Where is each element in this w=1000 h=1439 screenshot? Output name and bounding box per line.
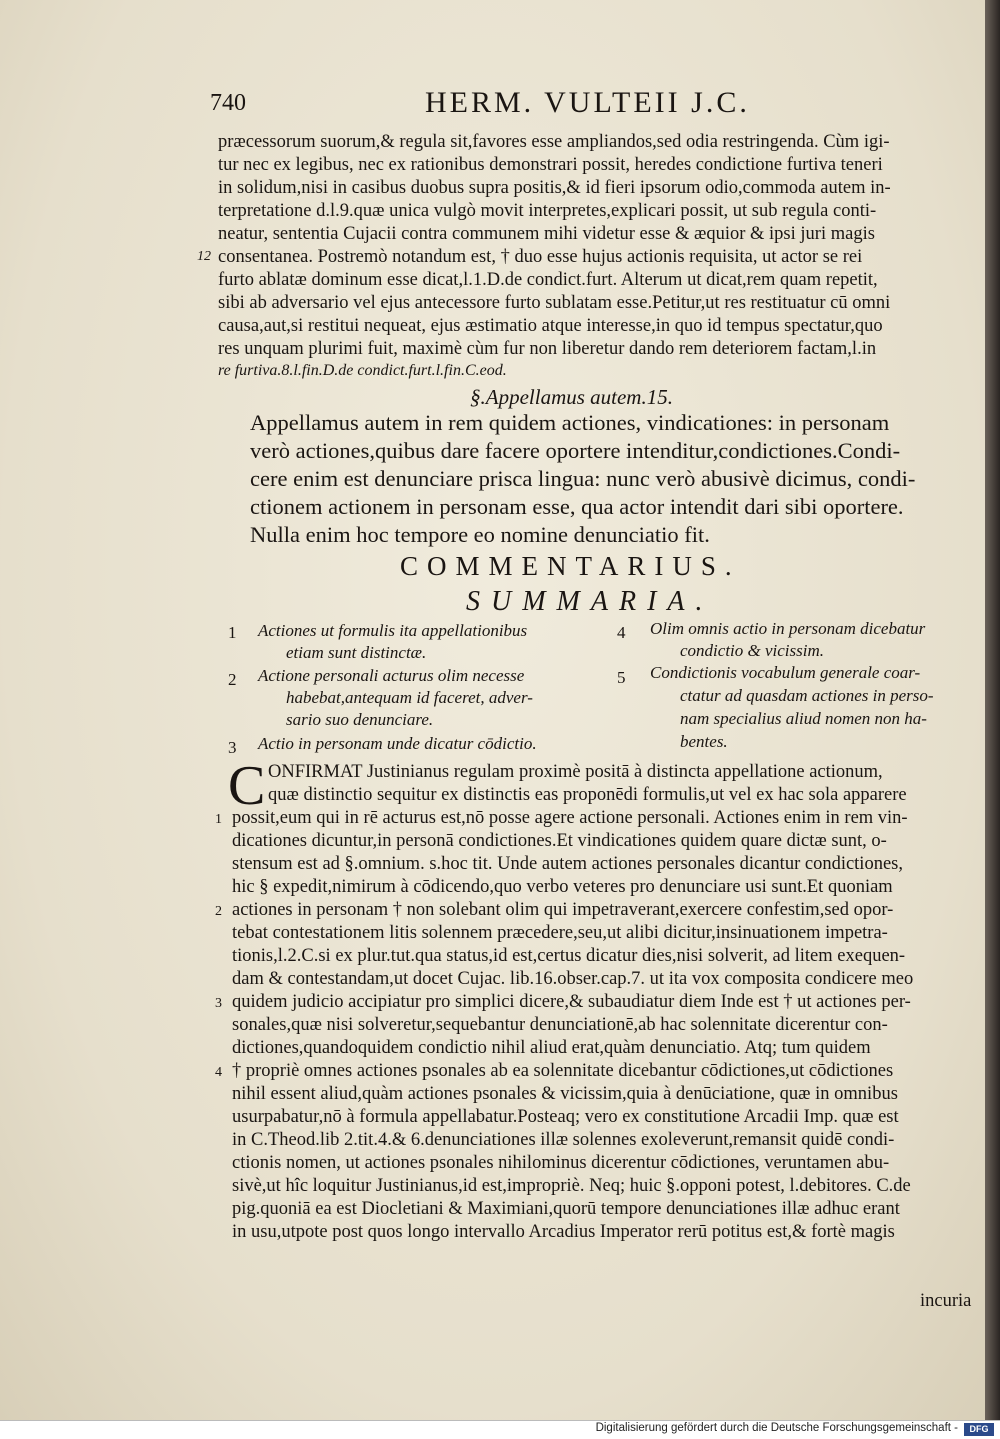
summary-number: 1 — [228, 623, 237, 642]
text-line: tur nec ex legibus, nec ex rationibus demonstrari possit, heredes condictione furtiva teneri — [218, 155, 883, 175]
text-line: nihil essent aliud,quàm actiones psonales & vicissim,quia à denūciatione, quæ in omnibus — [232, 1084, 898, 1104]
footer-credit: Digitalisierung gefördert durch die Deutsche Forschungsgemeinschaft - — [595, 1422, 958, 1434]
summary-line: Actione personali acturus olim necesse — [258, 666, 525, 685]
text-line: neatur, sententia Cujacii contra communem mihi videtur esse & æquior & ipsi juri magis — [218, 224, 875, 244]
summary-line: Actiones ut formulis ita appellationibus — [258, 621, 528, 640]
text-line: ctionis nomen, ut actiones psonales nihilominus dicerentur cōdictiones, veruntamen abu- — [232, 1153, 890, 1173]
margin-number: 4 — [215, 1065, 222, 1080]
text-line: furto ablatæ dominum esse dicat,l.1.D.de condict.furt. Alterum ut dicat,rem quam repetit, — [218, 270, 878, 290]
text-line: Nulla enim hoc tempore eo nomine denunciatio fit. — [250, 522, 710, 547]
summary-line: habebat,antequam id faceret, adver- — [286, 688, 533, 707]
summary-line: Olim omnis actio in personam dicebatur — [650, 619, 926, 638]
margin-number: 1 — [215, 812, 222, 827]
margin-number: 2 — [215, 904, 222, 919]
summary-line: etiam sunt distinctæ. — [286, 643, 427, 662]
summary-line: sario suo denunciare. — [286, 710, 434, 729]
summary-line: Condictionis vocabulum generale coar- — [650, 663, 921, 682]
text-line: præcessorum suorum,& regula sit,favores esse ampliandos,sed odia restringenda. Cùm igi- — [218, 132, 890, 152]
drop-cap: C — [228, 755, 266, 817]
text-line: dicationes dicuntur,in personā condictiones.Et vindicationes quidem quare dictæ sunt, o- — [232, 831, 887, 851]
text-line: sibi ab adversario vel ejus antecessore furto sublatam esse.Petitur,ut res restituatur cū omni — [218, 293, 891, 313]
section-heading: §.Appellamus autem.15. — [470, 385, 673, 409]
text-line: re furtiva.8.l.fin.D.de condict.furt.l.fin.C.eod. — [218, 362, 507, 379]
text-line: stensum est ad §.omnium. s.hoc tit. Unde autem actiones personales dicantur condictiones, — [232, 854, 903, 874]
summary-line: bentes. — [680, 732, 728, 751]
text-line: res unquam plurimi fuit, maximè cùm fur non liberetur dando rem deteriorem factam,l.in — [218, 339, 877, 359]
summary-line: condictio & vicissim. — [680, 641, 825, 660]
summary-number: 2 — [228, 670, 237, 689]
commentarius-heading: COMMENTARIUS. — [400, 551, 741, 581]
text-line: hic § expedit,nimirum à cōdicendo,quo verbo veteres pro denunciare usi sunt.Et quoniam — [232, 877, 893, 897]
text-line: † propriè omnes actiones psonales ab ea solennitate dicebantur cōdictiones,ut cōdictiones — [232, 1061, 894, 1081]
text-line: tionis,l.2.C.si ex plur.tut.qua status,id est,certus dicatur dies,nisi solverit, ad litem exequen- — [232, 946, 906, 966]
text-line: quidem judicio accipiatur pro simplici dicere,& subaudiatur diem Inde est † ut actiones per- — [232, 992, 911, 1012]
text-line: possit,eum qui in rē acturus est,nō posse agere actione personali. Actiones enim in rem vin- — [232, 808, 908, 828]
page-edge-shadow — [985, 0, 1000, 1420]
text-line: in C.Theod.lib 2.tit.4.& 6.denunciationes illæ solennes exoleverunt,remansit quidē condi- — [232, 1130, 895, 1150]
catchword: incuria — [920, 1291, 972, 1311]
text-line: quæ distinctio sequitur ex distinctis eas proponēdi formulis,ut vel ex hac sola apparere — [268, 785, 907, 805]
text-line: consentanea. Postremò notandum est, † duo esse hujus actionis requisita, ut actor se rei — [218, 247, 863, 267]
text-line: ONFIRMAT Justinianus regulam proximè positā à distincta appellatione actionum, — [268, 762, 883, 782]
text-line: verò actiones,quibus dare facere oportere intenditur,condictiones.Condi- — [250, 438, 901, 463]
margin-number: 3 — [215, 996, 222, 1011]
text-line: pig.quoniā ea est Diocletiani & Maximiani,quorū tempore denunciationes illæ adhuc erant — [232, 1199, 900, 1219]
text-line: in usu,utpote post quos longo intervallo Arcadius Imperator rerū potitus est,& fortè magis — [232, 1222, 895, 1242]
summary-line: ctatur ad quasdam actiones in perso- — [680, 686, 934, 705]
text-line: sivè,ut hîc loquitur Justinianus,id est,impropriè. Neq; huic §.opponi potest, l.debitores. C.de — [232, 1176, 911, 1196]
text-line: cere enim est denunciare prisca lingua: nunc verò abusivè dicimus, condi- — [250, 466, 916, 491]
text-line: sonales,quæ nisi solveretur,sequebantur denunciationē,ab hac solennitate dicerentur con- — [232, 1015, 888, 1035]
text-line: tebat contestationem litis solennem præcedere,seu,ut alibi dicitur,insinuationem impetra- — [232, 923, 888, 943]
margin-number: 12 — [197, 249, 211, 264]
text-line: ctionem actionem in personam esse, qua actor intendit dari sibi oportere. — [250, 494, 904, 519]
dfg-logo: DFG — [964, 1423, 994, 1436]
text-line: dictiones,quandoquidem condictio nihil aliud erat,quàm denunciatio. Atq; tum quidem — [232, 1038, 871, 1058]
page-number: 740 — [210, 90, 246, 116]
text-line: Appellamus autem in rem quidem actiones, vindicationes: in personam — [250, 410, 890, 435]
running-head: HERM. VULTEII J.C. — [425, 86, 750, 119]
text-line: usurpabatur,nō à formula appellabatur.Posteaq; vero ex constitutione Arcadii Imp. quæ est — [232, 1107, 899, 1127]
summaria-heading: SUMMARIA. — [466, 586, 714, 617]
text-line: dam & contestandam,ut docet Cujac. lib.16.obser.cap.7. ut ita vox composita condicere meo — [232, 969, 914, 989]
summary-line: nam specialius aliud nomen non ha- — [680, 709, 927, 728]
text-line: terpretatione d.l.9.quæ unica vulgò movit interpretes,explicari possit, ut sub regula conti- — [218, 201, 877, 221]
summary-number: 5 — [617, 668, 626, 687]
text-line: causa,aut,si restitui nequeat, ejus æstimatio atque interesse,in quo id tempus spectatur,quo — [218, 316, 883, 336]
summary-line: Actio in personam unde dicatur cōdictio. — [258, 734, 537, 753]
digitization-footer — [0, 1420, 1000, 1439]
summary-number: 4 — [617, 623, 626, 642]
summary-number: 3 — [228, 738, 237, 757]
text-line: in solidum,nisi in casibus duobus supra positis,& id fieri ipsorum odio,commoda autem in- — [218, 178, 891, 198]
text-line: actiones in personam † non solebant olim qui impetraverant,exercere confestim,sed opor- — [232, 900, 894, 920]
